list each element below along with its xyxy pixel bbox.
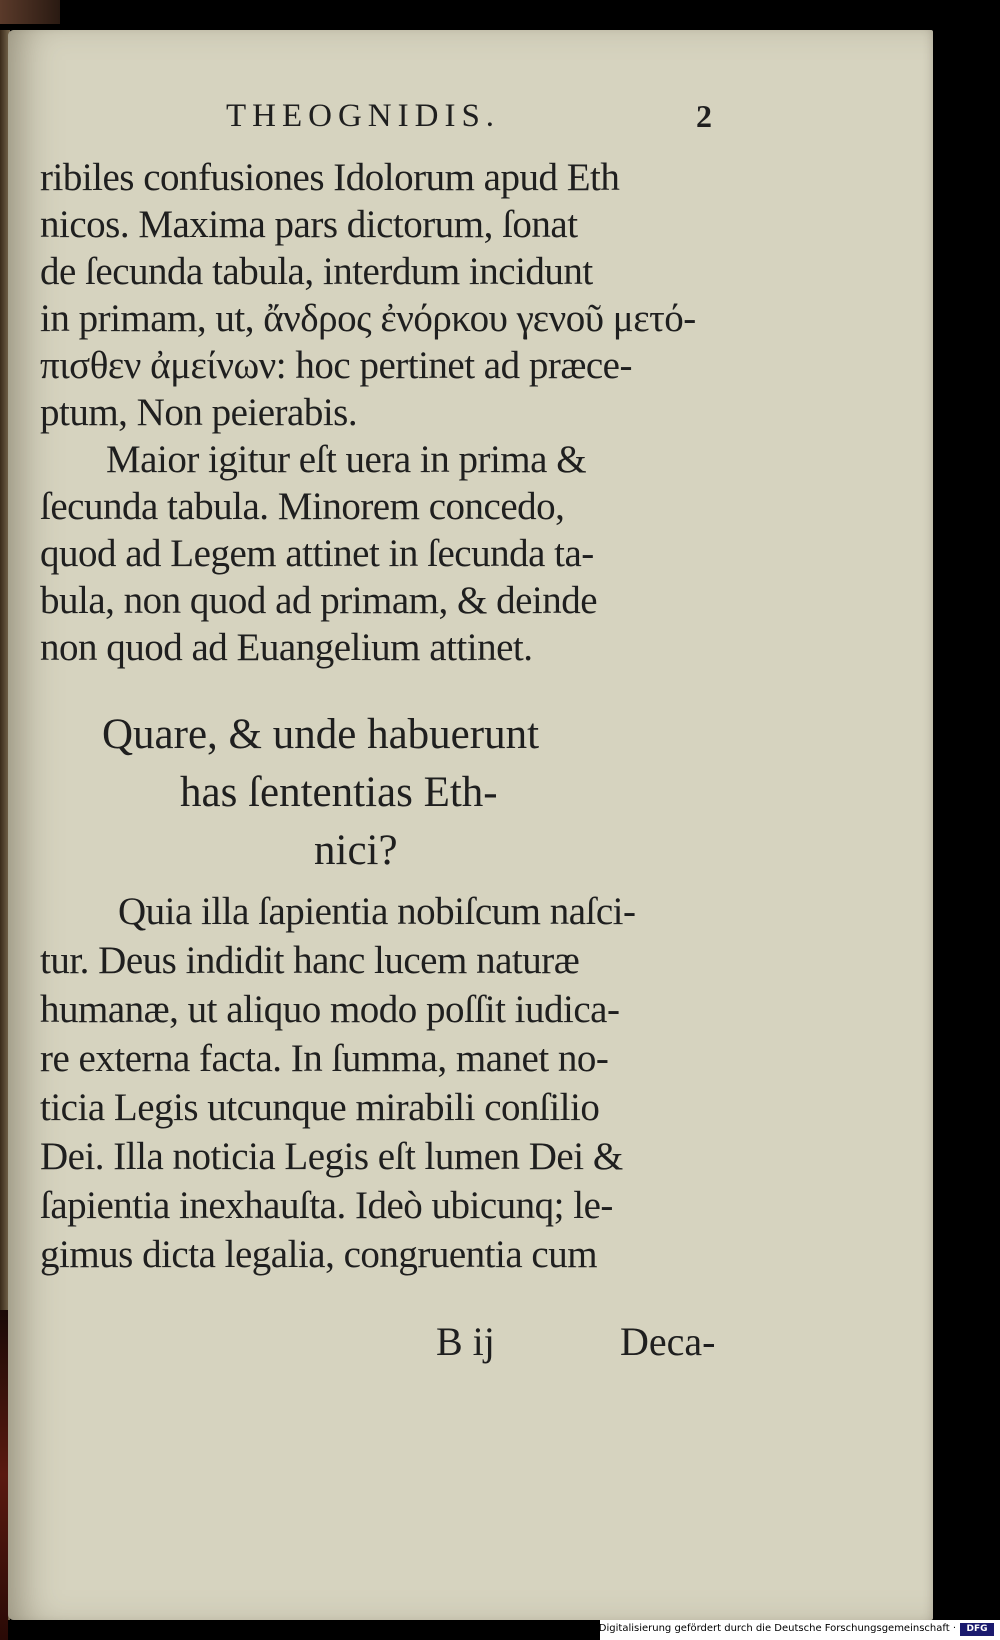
text-line: humanæ, ut aliquo modo poſſit iudica- [40,988,620,1031]
book-red-edge [0,1310,8,1640]
catchword: Deca- [620,1319,716,1364]
text-line: ſapientia inexhauſta. Ideò ubicunq; le- [40,1184,613,1227]
text-line: Maior igitur eſt uera in prima & [106,438,587,481]
text-line: Quia illa ſapientia nobiſcum naſci- [118,890,636,933]
text-line: ſecunda tabula. Minorem concedo, [40,485,565,528]
text-line: in primam, ut, ἄνδρος ἐνόρκου γενοῦ μετό- [40,297,696,340]
text-line: gimus dicta legalia, congruentia cum [40,1233,598,1276]
text-line: nicos. Maxima pars dictorum, ſonat [40,203,578,246]
text-line: de ſecunda tabula, interdum incidunt [40,250,593,293]
text-line: ticia Legis utcunque mirabili conſilio [40,1086,600,1129]
digitization-note: Digitalisierung gefördert durch die Deutsche Forschungsgemeinschaft · [598,1623,956,1634]
dfg-logo: DFG [960,1623,994,1636]
text-line: re externa facta. In ſumma, manet no- [40,1037,609,1080]
text-line: non quod ad Euangelium attinet. [40,626,533,669]
text-line: ptum, Non peierabis. [40,391,358,434]
text-line: ribiles confusiones Idolorum apud Eth [40,156,620,199]
text-line: tur. Deus indidit hanc lucem naturæ [40,939,580,982]
section-heading-line: has ſententias Eth- [180,769,498,816]
signature-mark: B ij [436,1319,495,1364]
text-line: quod ad Legem attinet in ſecunda ta- [40,532,594,575]
spine-top [0,0,60,24]
running-title: THEOGNIDIS. [226,98,501,134]
section-heading-line: Quare, & unde habuerunt [102,711,540,758]
section-heading-line: nici? [314,827,398,874]
text-line: πισθεν ἀμείνων: hoc pertinet ad præce- [40,344,632,387]
text-line: Dei. Illa noticia Legis eſt lumen Dei & [40,1135,623,1178]
text-line: bula, non quod ad primam, & deinde [40,579,598,622]
book-page [8,30,933,1620]
page-number: 2 [696,98,712,134]
